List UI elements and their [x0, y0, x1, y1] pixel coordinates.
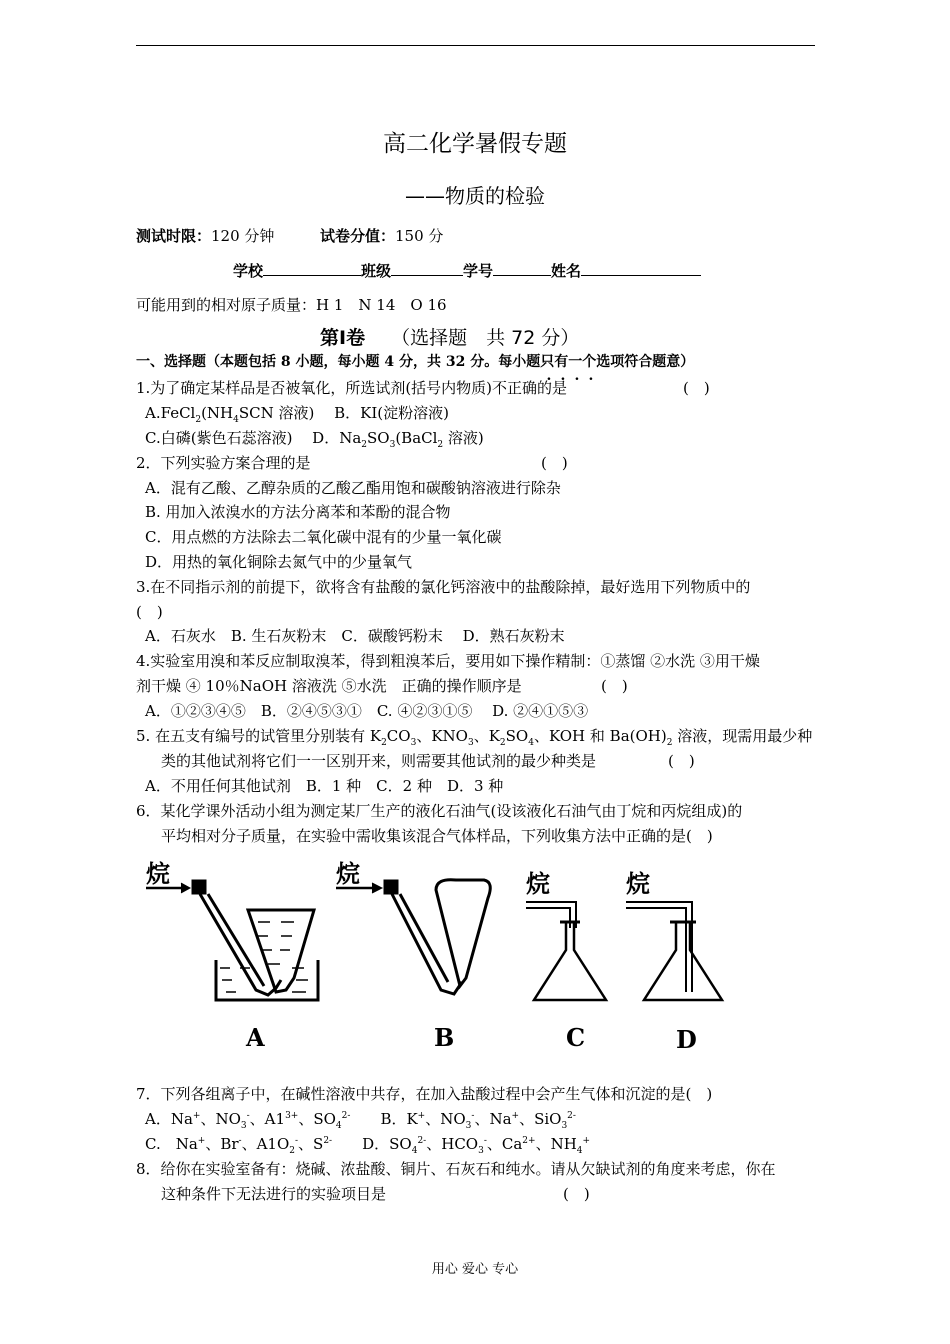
q4-stem-line2: 剂干燥 ④ 10％NaOH 溶液洗 ⑤水洗 正确的操作顺序是	[136, 677, 522, 695]
apparatus-d-gas-label: 烷	[626, 869, 650, 898]
q6-stem-line2: 平均相对分子质量，在实验中需收集该混合气体样品，下列收集方法中正确的是( )	[161, 827, 713, 845]
apparatus-d	[625, 869, 722, 1054]
emphasis-dots: 只有一个	[540, 354, 597, 370]
apparatus-b-label: B	[434, 1023, 455, 1052]
q3-bracket[interactable]: ( )	[136, 603, 163, 621]
apparatus-a-label: A	[246, 1023, 265, 1052]
q2-option-a: A．混有乙酸、乙醇杂质的乙酸乙酯用饱和碳酸钠溶液进行除杂	[145, 479, 561, 497]
q5-options: A．不用任何其他试剂 B．1 种 C．2 种 D．3 种	[145, 777, 504, 795]
q8-stem-line1: 8．给你在实验室备有：烧碱、浓盐酸、铜片、石灰石和纯水。请从欠缺试剂的角度来考虑，你在	[136, 1160, 776, 1178]
student-info-line: 学校 班级 学号 姓名	[233, 260, 701, 281]
q1-options-cd: C.白磷(紫色石蕊溶液) D．$Na_2SO_3(BaCl_2$ 溶液)	[145, 429, 484, 450]
q1-options-ab: $A.FeCl_2(NH_4SCN$ 溶液) B．KI(淀粉溶液)	[145, 404, 450, 425]
q4-options: A．①②③④⑤ B．②④⑤③① C. ④②③①⑤ D. ②④①⑤③	[145, 702, 589, 720]
apparatus-c	[525, 869, 606, 1052]
page-title: 高二化学暑假专题	[383, 131, 567, 157]
class-field[interactable]	[391, 260, 463, 276]
school-field[interactable]	[263, 260, 361, 276]
gas-collection-figure	[136, 850, 736, 1060]
apparatus-c-label: C	[566, 1023, 586, 1052]
q1-bracket[interactable]: ( )	[683, 379, 710, 397]
atomic-masses: 可能用到的相对原子质量：H 1 N 14 O 16	[136, 296, 447, 314]
q4-stem-line1: 4.实验室用溴和苯反应制取溴苯，得到粗溴苯后，要用如下操作精制：①蒸馏 ②水洗 ③用干燥	[136, 652, 760, 670]
q8-bracket[interactable]: ( )	[563, 1185, 590, 1203]
apparatus-a	[145, 859, 318, 1052]
id-field[interactable]	[493, 260, 551, 276]
q1-stem: 1.为了确定某样品是否被氧化，所选试剂(括号内物质)不正确的是	[136, 379, 568, 397]
apparatus-d-label: D	[676, 1025, 697, 1054]
page-subtitle: ——物质的检验	[405, 184, 545, 208]
q7-options-ab: A．Na+、$NO_3^-$、$A1^{3+}$、$SO_4^{2-}$ B．K+、$NO_3^-$、Na+、SiO$_3^{2-}$	[145, 1110, 576, 1131]
section-instructions: 一、选择题（本题包括 8 小题，每小题 4 分，共 32 分。每小题只有一个选项符合题意）	[136, 354, 695, 370]
q2-option-d: D．用热的氧化铜除去氮气中的少量氧气	[145, 553, 413, 571]
q5-bracket[interactable]: ( )	[668, 752, 695, 770]
name-field[interactable]	[581, 260, 701, 276]
q3-options: A．石灰水 B. 生石灰粉末 C．碳酸钙粉末 D．熟石灰粉末	[145, 627, 565, 645]
q2-stem: 2．下列实验方案合理的是	[136, 454, 311, 472]
exam-meta: 测试时限：120 分钟 试卷分值：150 分	[136, 227, 444, 245]
q2-option-b: B. 用加入浓溴水的方法分离苯和苯酚的混合物	[145, 503, 451, 521]
q7-stem: 7．下列各组离子中，在碱性溶液中共存，在加入盐酸过程中会产生气体和沉淀的是( )	[136, 1085, 713, 1103]
q5-stem-line1: 5. 在五支有编号的试管里分别装有 $K_2CO_3$、$KNO_3$、$K_2SO_4$、KOH 和 $Ba(OH)_2$ 溶液，现需用最少种	[136, 727, 813, 748]
header-rule	[136, 45, 815, 46]
q5-stem-line2: 类的其他试剂将它们一一区别开来，则需要其他试剂的最少种类是	[161, 752, 597, 770]
q7-options-cd: C. Na+、Br-、$A1O_2^-$、$S^{2-}$ D．$SO_4^{2-}$、$HCO_3^-$、$Ca^{2+}$、$NH_4^+$	[145, 1135, 591, 1156]
q3-stem: 3.在不同指示剂的前提下，欲将含有盐酸的氯化钙溶液中的盐酸除掉，最好选用下列物质中的	[136, 578, 751, 596]
q6-stem-line1: 6．某化学课外活动小组为测定某厂生产的液化石油气(设该液化石油气由丁烷和丙烷组成)的	[136, 802, 743, 820]
section-heading: 第Ⅰ卷 （选择题 共 72 分）	[320, 327, 580, 349]
apparatus-c-gas-label: 烷	[526, 869, 550, 898]
q2-option-c: C．用点燃的方法除去二氧化碳中混有的少量一氧化碳	[145, 528, 502, 546]
page-footer: 用心 爱心 专心	[431, 1262, 519, 1277]
apparatus-b-gas-label: 烷	[336, 859, 360, 888]
q8-stem-line2: 这种条件下无法进行的实验项目是	[161, 1185, 387, 1203]
apparatus-b	[335, 859, 490, 1052]
q4-bracket[interactable]: ( )	[601, 677, 628, 695]
q2-bracket[interactable]: ( )	[541, 454, 568, 472]
apparatus-a-gas-label: 烷	[146, 859, 170, 888]
